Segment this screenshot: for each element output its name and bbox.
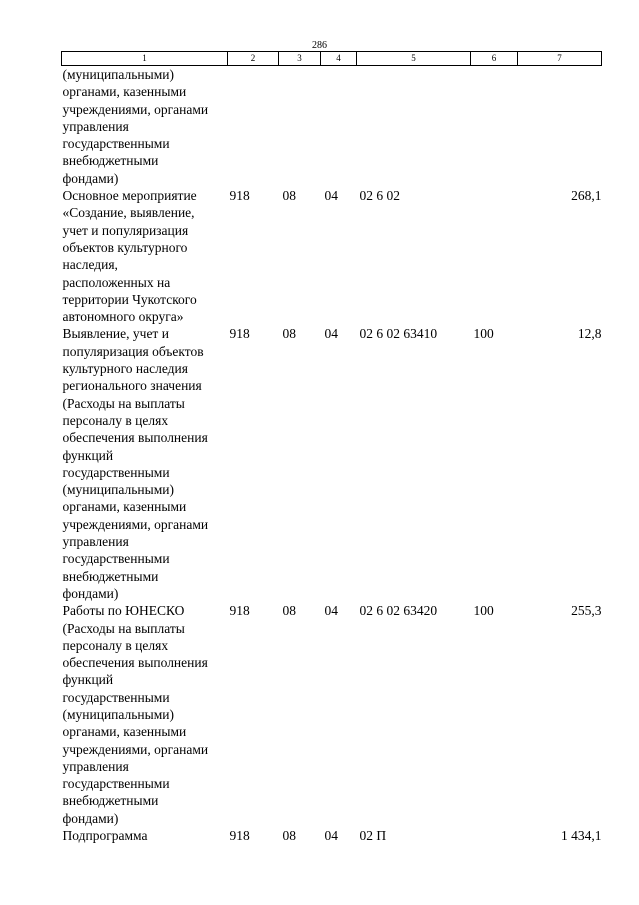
subsection-cell: 04 — [324, 828, 338, 844]
table-row — [62, 602, 602, 827]
section-cell: 08 — [282, 326, 296, 342]
row-name-line: культурного наследия — [62, 361, 188, 377]
row-name-line: учреждениями, органами — [62, 741, 209, 757]
grbs-cell: 918 — [229, 188, 250, 204]
row-name-cell — [62, 325, 228, 602]
row-name-line: (Расходы на выплаты — [62, 395, 185, 411]
row-name-line: государственными — [62, 689, 170, 705]
header-col-3: 3 — [279, 52, 321, 66]
table-row — [62, 187, 602, 325]
row-name-line: управления — [62, 758, 129, 774]
row-name-line: учреждениями, органами — [62, 101, 209, 117]
amount-cell: 255,3 — [571, 603, 602, 619]
row-name-line: Подпрограмма — [62, 828, 148, 844]
subsection-cell: 04 — [324, 326, 338, 342]
table-body — [62, 66, 602, 845]
row-name-line: «Создание, выявление, — [62, 205, 195, 221]
expense-type-cell: 100 — [473, 326, 494, 342]
row-name-line: внебюджетными — [62, 568, 159, 584]
expense-type-cell — [471, 66, 518, 188]
table-header — [62, 52, 602, 66]
row-name-line: персоналу в целях — [62, 412, 169, 428]
subsection-cell: 04 — [324, 603, 338, 619]
page-number: 286 — [312, 40, 327, 51]
section-cell — [279, 66, 321, 188]
row-name-cell — [62, 66, 228, 188]
grbs-cell: 918 — [229, 326, 250, 342]
header-col-2: 2 — [228, 52, 279, 66]
grbs-cell — [228, 66, 279, 188]
row-name-line: фондами) — [62, 585, 119, 601]
row-name-line: Основное мероприятие — [62, 188, 197, 204]
table-row — [62, 66, 602, 188]
amount-cell — [518, 66, 602, 188]
section-cell: 08 — [282, 188, 296, 204]
grbs-cell: 918 — [229, 603, 250, 619]
row-name-line: государственными — [62, 464, 170, 480]
subsection-cell — [321, 66, 357, 188]
row-name-line: (муниципальными) — [62, 706, 174, 722]
header-col-6: 6 — [471, 52, 518, 66]
row-name-line: (Расходы на выплаты — [62, 620, 185, 636]
row-name-line: (муниципальными) — [62, 67, 174, 82]
target-article-cell: 02 6 02 — [359, 188, 400, 204]
row-name-cell — [62, 827, 228, 844]
row-name-line: внебюджетными — [62, 793, 159, 809]
target-article-cell: 02 6 02 63420 — [359, 603, 438, 619]
target-article-cell — [357, 66, 471, 188]
row-name-line: государственными — [62, 551, 170, 567]
row-name-line: учет и популяризация — [62, 222, 189, 238]
row-name-line: органами, казенными — [62, 84, 187, 100]
row-name-line: популяризация объектов — [62, 343, 204, 359]
row-name-line: расположенных на — [62, 274, 171, 290]
table-row — [62, 325, 602, 602]
row-name-line: территории Чукотского — [62, 291, 197, 307]
row-name-line: управления — [62, 118, 129, 134]
row-name-line: (муниципальными) — [62, 482, 174, 498]
expense-type-cell: 100 — [473, 603, 494, 619]
expense-type-cell — [471, 187, 518, 325]
row-name-line: обеспечения выполнения — [62, 655, 208, 671]
target-article-cell: 02 6 02 63410 — [359, 326, 438, 342]
header-col-4: 4 — [321, 52, 357, 66]
subsection-cell: 04 — [324, 188, 338, 204]
target-article-cell: 02 П — [359, 828, 387, 844]
row-name-line: обеспечения выполнения — [62, 430, 208, 446]
row-name-line: фондами) — [62, 810, 119, 826]
row-name-line: Выявление, учет и — [62, 326, 169, 342]
header-col-7: 7 — [518, 52, 602, 66]
header-row — [62, 52, 602, 66]
row-name-cell — [62, 602, 228, 827]
section-cell: 08 — [282, 603, 296, 619]
row-name-line: государственными — [62, 776, 170, 792]
row-name-line: регионального значения — [62, 378, 202, 394]
header-col-5: 5 — [357, 52, 471, 66]
table-row — [62, 827, 602, 844]
amount-cell: 268,1 — [571, 188, 602, 204]
header-col-1: 1 — [62, 52, 228, 66]
budget-table — [61, 51, 602, 844]
row-name-line: внебюджетными — [62, 153, 159, 169]
row-name-line: государственными — [62, 136, 170, 152]
row-name-line: функций — [62, 672, 114, 688]
row-name-line: автономного округа» — [62, 309, 184, 325]
row-name-cell — [62, 187, 228, 325]
row-name-line: объектов культурного — [62, 239, 188, 255]
row-name-line: Работы по ЮНЕСКО — [62, 603, 185, 619]
row-name-line: наследия, — [62, 257, 118, 273]
row-name-line: учреждениями, органами — [62, 516, 209, 532]
expense-type-cell — [471, 827, 518, 844]
row-name-line: функций — [62, 447, 114, 463]
row-name-line: фондами) — [62, 170, 119, 186]
grbs-cell: 918 — [229, 828, 250, 844]
row-name-line: органами, казенными — [62, 499, 187, 515]
row-name-line: персоналу в целях — [62, 637, 169, 653]
section-cell: 08 — [282, 828, 296, 844]
row-name-line: управления — [62, 534, 129, 550]
row-name-line: органами, казенными — [62, 724, 187, 740]
amount-cell: 12,8 — [577, 326, 602, 342]
amount-cell: 1 434,1 — [561, 828, 602, 844]
